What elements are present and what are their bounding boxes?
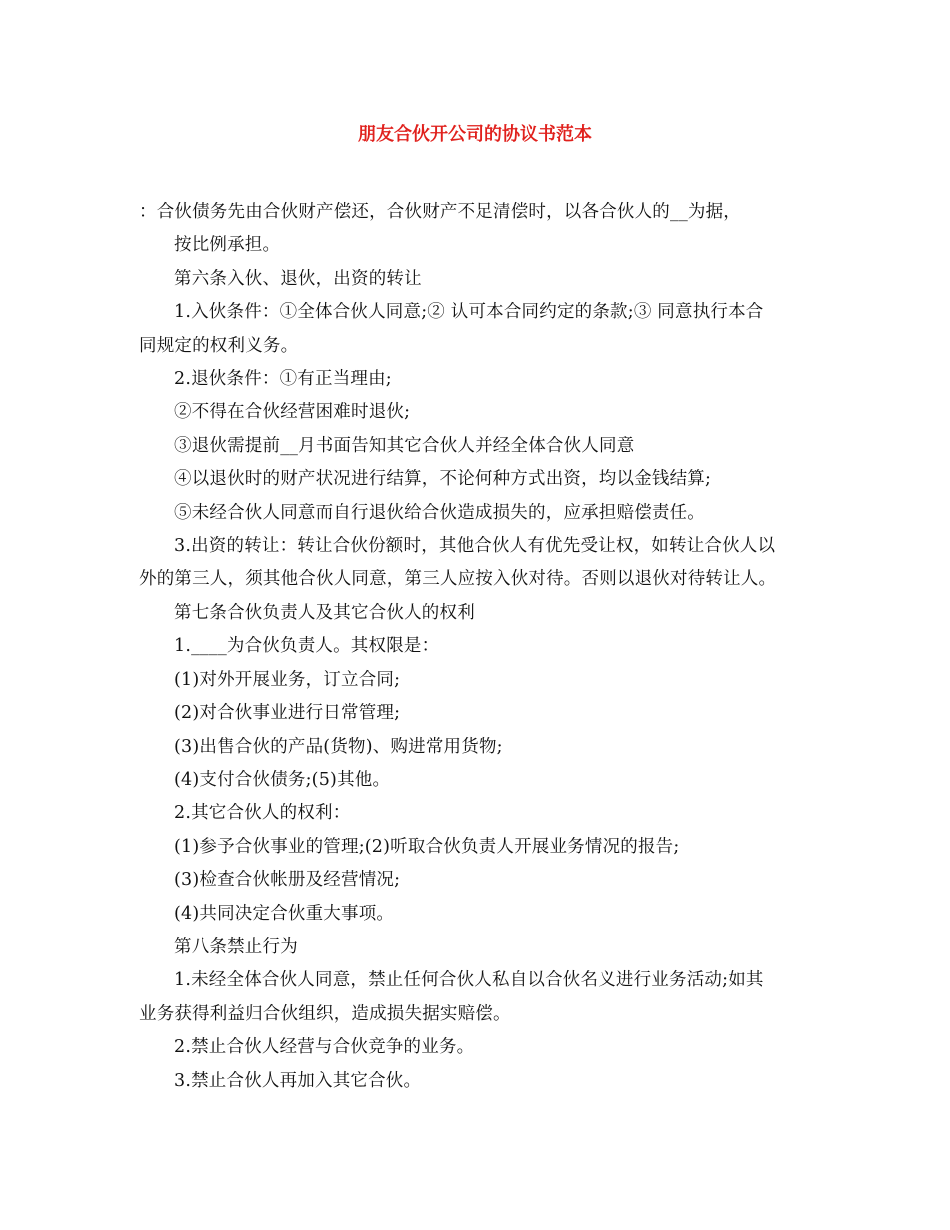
document-line: 1.____为合伙负责人。其权限是： xyxy=(174,636,440,657)
document-line: 3.出资的转让：转让合伙份额时，其他合伙人有优先受让权，如转让合伙人以 xyxy=(174,536,776,557)
document-line: (3)检查合伙帐册及经营情况; xyxy=(174,870,401,891)
document-line: ②不得在合伙经营困难时退伙; xyxy=(174,402,411,423)
document-line: ：合伙债务先由合伙财产偿还，合伙财产不足清偿时，以各合伙人的__为据， xyxy=(139,202,741,222)
document-line: 同规定的权利义务。 xyxy=(139,335,299,356)
document-line: 第八条禁止行为 xyxy=(174,936,298,957)
document-line: 1.未经全体合伙人同意，禁止任何合伙人私自以合伙名义进行业务活动;如其 xyxy=(174,970,764,991)
document-line: 1.入伙条件：①全体合伙人同意;② 认可本合同约定的条款;③ 同意执行本合 xyxy=(174,302,764,323)
document-line: 业务获得利益归合伙组织，造成损失据实赔偿。 xyxy=(139,1003,511,1024)
document-line: ③退伙需提前__月书面告知其它合伙人并经全体合伙人同意 xyxy=(174,435,635,456)
document-line: ④以退伙时的财产状况进行结算，不论何种方式出资，均以金钱结算; xyxy=(174,469,712,490)
document-line: 2.其它合伙人的权利： xyxy=(174,803,351,824)
document-line: (3)出售合伙的产品(货物)、购进常用货物; xyxy=(174,736,503,757)
document-line: (1)参予合伙事业的管理;(2)听取合伙负责人开展业务情况的报告; xyxy=(174,836,680,857)
document-line: 外的第三人，须其他合伙人同意，第三人应按入伙对待。否则以退伙对待转让人。 xyxy=(139,569,777,590)
document-line: 2.禁止合伙人经营与合伙竞争的业务。 xyxy=(174,1037,475,1058)
document-line: (1)对外开展业务，订立合同; xyxy=(174,669,401,690)
document-line: 2.退伙条件：①有正当理由; xyxy=(174,369,392,390)
document-line: (4)支付合伙债务;(5)其他。 xyxy=(174,769,391,790)
document-line: 第六条入伙、退伙，出资的转让 xyxy=(174,268,422,289)
document-body xyxy=(139,196,811,1098)
document-line: 按比例承担。 xyxy=(174,235,281,256)
document-line: (4)共同决定合伙重大事项。 xyxy=(174,903,395,924)
document-line: (2)对合伙事业进行日常管理; xyxy=(174,703,401,724)
document-title: 朋友合伙开公司的协议书范本 xyxy=(358,124,592,145)
document-line: 3.禁止合伙人再加入其它合伙。 xyxy=(174,1070,422,1091)
document-line: 第七条合伙负责人及其它合伙人的权利 xyxy=(174,602,475,623)
document-line: ⑤未经合伙人同意而自行退伙给合伙造成损失的，应承担赔偿责任。 xyxy=(174,502,705,523)
